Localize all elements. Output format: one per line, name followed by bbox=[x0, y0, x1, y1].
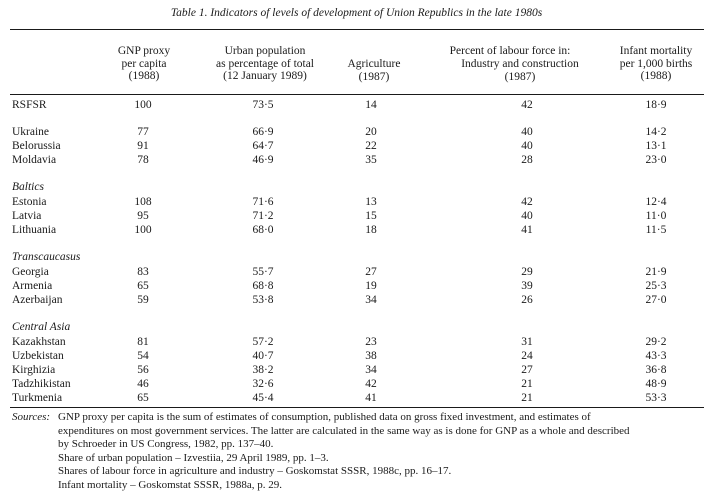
cell-infant-mortality: 11·5 bbox=[645, 224, 667, 236]
cell-gnp: 65 bbox=[137, 280, 149, 292]
cell-gnp: 56 bbox=[137, 364, 149, 376]
cell-urban: 71·2 bbox=[252, 210, 274, 222]
sources-body bbox=[58, 411, 704, 492]
header-urban bbox=[200, 45, 330, 83]
header-inf-line-1: Infant mortality bbox=[619, 45, 693, 57]
table-row bbox=[0, 126, 713, 139]
cell-infant-mortality: 43·3 bbox=[645, 350, 667, 362]
header-infant-mortality bbox=[600, 45, 712, 83]
header-agri-line-2: (1987) bbox=[358, 70, 390, 83]
cell-urban: 53·8 bbox=[252, 294, 274, 306]
cell-agriculture: 15 bbox=[365, 210, 377, 222]
cell-urban: 40·7 bbox=[252, 350, 274, 362]
cell-infant-mortality: 48·9 bbox=[645, 378, 667, 390]
sources-line: by Schroeder in US Congress, 1982, pp. 137–40. bbox=[58, 438, 274, 450]
cell-agriculture: 42 bbox=[365, 378, 377, 390]
cell-gnp: 78 bbox=[137, 154, 149, 166]
sources-line: expenditures on most government services. The latter are calculated in the same way as is done for GNP as a whole and described bbox=[58, 424, 630, 437]
sources-line: GNP proxy per capita is the sum of estimates of consumption, published data on gross fixed investment, and estimates of bbox=[58, 411, 591, 423]
table-row bbox=[0, 392, 713, 405]
cell-urban: 68·8 bbox=[252, 280, 274, 292]
cell-urban: 38·2 bbox=[252, 364, 274, 376]
cell-industry: 40 bbox=[521, 126, 533, 138]
row-name: Estonia bbox=[12, 196, 47, 208]
cell-industry: 40 bbox=[521, 140, 533, 152]
cell-urban: 66·9 bbox=[252, 126, 274, 138]
table-row bbox=[0, 336, 713, 349]
cell-urban: 55·7 bbox=[252, 266, 274, 278]
cell-agriculture: 34 bbox=[365, 294, 377, 306]
cell-urban: 68·0 bbox=[252, 224, 274, 236]
header-urban-line-1: Urban population bbox=[224, 45, 306, 57]
header-agri-line-1: Agriculture bbox=[347, 58, 401, 70]
row-name: Uzbekistan bbox=[12, 350, 64, 362]
cell-urban: 46·9 bbox=[252, 154, 274, 166]
cell-agriculture: 18 bbox=[365, 224, 377, 236]
header-gnp-line-3: (1988) bbox=[128, 70, 160, 82]
cell-infant-mortality: 36·8 bbox=[645, 364, 667, 376]
header-ind-line-2: (1987) bbox=[504, 70, 536, 83]
cell-urban: 45·4 bbox=[252, 392, 274, 404]
cell-infant-mortality: 29·2 bbox=[645, 336, 667, 348]
cell-gnp: 77 bbox=[137, 126, 149, 138]
row-name: Latvia bbox=[12, 210, 42, 222]
cell-infant-mortality: 18·9 bbox=[645, 99, 667, 111]
header-gnp bbox=[102, 45, 186, 83]
row-name: RSFSR bbox=[12, 99, 47, 111]
header-industry bbox=[430, 58, 610, 83]
cell-gnp: 100 bbox=[134, 224, 152, 236]
cell-gnp: 65 bbox=[137, 392, 149, 404]
row-name: Tadzhikistan bbox=[12, 378, 71, 390]
cell-industry: 41 bbox=[521, 224, 533, 236]
cell-gnp: 108 bbox=[134, 196, 152, 208]
table-row bbox=[0, 266, 713, 279]
sources-line: Infant mortality – Goskomstat SSSR, 1988a, p. 29. bbox=[58, 478, 282, 491]
cell-gnp: 59 bbox=[137, 294, 149, 306]
header-rule bbox=[10, 94, 704, 95]
header-ind-line-1: Industry and construction bbox=[461, 58, 579, 70]
cell-agriculture: 19 bbox=[365, 280, 377, 292]
table-row bbox=[0, 196, 713, 209]
header-urban-line-2: as percentage of total bbox=[215, 57, 315, 70]
table-row bbox=[0, 294, 713, 307]
cell-agriculture: 34 bbox=[365, 364, 377, 376]
table-row bbox=[0, 364, 713, 377]
cell-gnp: 81 bbox=[137, 336, 149, 348]
cell-urban: 73·5 bbox=[252, 99, 274, 111]
cell-infant-mortality: 21·9 bbox=[645, 266, 667, 278]
sources-lead: Sources: bbox=[12, 411, 51, 423]
bottom-rule bbox=[10, 407, 704, 408]
cell-industry: 28 bbox=[521, 154, 533, 166]
row-name: Armenia bbox=[12, 280, 53, 292]
cell-agriculture: 22 bbox=[365, 140, 377, 152]
cell-infant-mortality: 14·2 bbox=[645, 126, 667, 138]
row-name: Kirghizia bbox=[12, 364, 56, 376]
cell-agriculture: 35 bbox=[365, 154, 377, 166]
header-inf-line-3: (1988) bbox=[640, 70, 672, 82]
cell-industry: 24 bbox=[521, 350, 533, 362]
cell-industry: 42 bbox=[521, 99, 533, 111]
row-name: Kazakhstan bbox=[12, 336, 66, 348]
cell-gnp: 83 bbox=[137, 266, 149, 278]
table-row bbox=[0, 210, 713, 223]
header-urban-line-3: (12 January 1989) bbox=[223, 70, 307, 82]
row-name: Lithuania bbox=[12, 224, 57, 236]
cell-agriculture: 14 bbox=[365, 99, 377, 111]
cell-urban: 57·2 bbox=[252, 336, 274, 348]
table-row bbox=[0, 378, 713, 391]
group-heading-transcaucasus: Transcaucasus bbox=[12, 251, 81, 263]
cell-industry: 27 bbox=[521, 364, 533, 376]
cell-agriculture: 27 bbox=[365, 266, 377, 278]
cell-industry: 39 bbox=[521, 280, 533, 292]
cell-agriculture: 41 bbox=[365, 392, 377, 404]
table-row bbox=[0, 280, 713, 293]
group-heading-central-asia: Central Asia bbox=[12, 321, 71, 333]
header-gnp-line-1: GNP proxy bbox=[117, 45, 171, 57]
row-name: Turkmenia bbox=[12, 392, 63, 404]
cell-industry: 21 bbox=[521, 378, 533, 390]
row-name: Azerbaijan bbox=[12, 294, 63, 306]
cell-infant-mortality: 13·1 bbox=[645, 140, 667, 152]
group-heading-baltics: Baltics bbox=[12, 181, 44, 193]
table-row bbox=[0, 154, 713, 167]
cell-gnp: 46 bbox=[137, 378, 149, 390]
cell-infant-mortality: 25·3 bbox=[645, 280, 667, 292]
header-gnp-line-2: per capita bbox=[121, 57, 167, 70]
table-row bbox=[0, 140, 713, 153]
cell-agriculture: 13 bbox=[365, 196, 377, 208]
cell-industry: 29 bbox=[521, 266, 533, 278]
header-labour-force: Percent of labour force in: bbox=[449, 45, 571, 57]
sources-line: Share of urban population – Izvestiia, 29 April 1989, pp. 1–3. bbox=[58, 451, 329, 464]
row-name: Belorussia bbox=[12, 140, 61, 152]
cell-industry: 31 bbox=[521, 336, 533, 348]
row-name: Georgia bbox=[12, 266, 49, 278]
cell-infant-mortality: 53·3 bbox=[645, 392, 667, 404]
cell-urban: 32·6 bbox=[252, 378, 274, 390]
cell-infant-mortality: 12·4 bbox=[645, 196, 667, 208]
cell-industry: 42 bbox=[521, 196, 533, 208]
sources-line: Shares of labour force in agriculture and industry – Goskomstat SSSR, 1988c, pp. 16–17. bbox=[58, 465, 452, 477]
cell-agriculture: 20 bbox=[365, 126, 377, 138]
table-row bbox=[0, 350, 713, 363]
header-agriculture bbox=[334, 58, 414, 83]
cell-infant-mortality: 27·0 bbox=[645, 294, 667, 306]
cell-infant-mortality: 11·0 bbox=[645, 210, 667, 222]
row-name: Moldavia bbox=[12, 154, 57, 166]
header-inf-line-2: per 1,000 births bbox=[619, 57, 693, 70]
cell-gnp: 95 bbox=[137, 210, 149, 222]
table-row bbox=[0, 99, 713, 112]
cell-industry: 26 bbox=[521, 294, 533, 306]
cell-urban: 71·6 bbox=[252, 196, 274, 208]
cell-gnp: 91 bbox=[137, 140, 149, 152]
cell-urban: 64·7 bbox=[252, 140, 274, 152]
cell-industry: 40 bbox=[521, 210, 533, 222]
cell-gnp: 54 bbox=[137, 350, 149, 362]
cell-industry: 21 bbox=[521, 392, 533, 404]
table-caption: Table 1. Indicators of levels of development of Union Republics in the late 1980s bbox=[170, 7, 543, 19]
cell-infant-mortality: 23·0 bbox=[645, 154, 667, 166]
cell-agriculture: 23 bbox=[365, 336, 377, 348]
top-rule bbox=[10, 29, 704, 30]
row-name: Ukraine bbox=[12, 126, 50, 138]
table-row bbox=[0, 224, 713, 237]
cell-gnp: 100 bbox=[134, 99, 152, 111]
cell-agriculture: 38 bbox=[365, 350, 377, 362]
